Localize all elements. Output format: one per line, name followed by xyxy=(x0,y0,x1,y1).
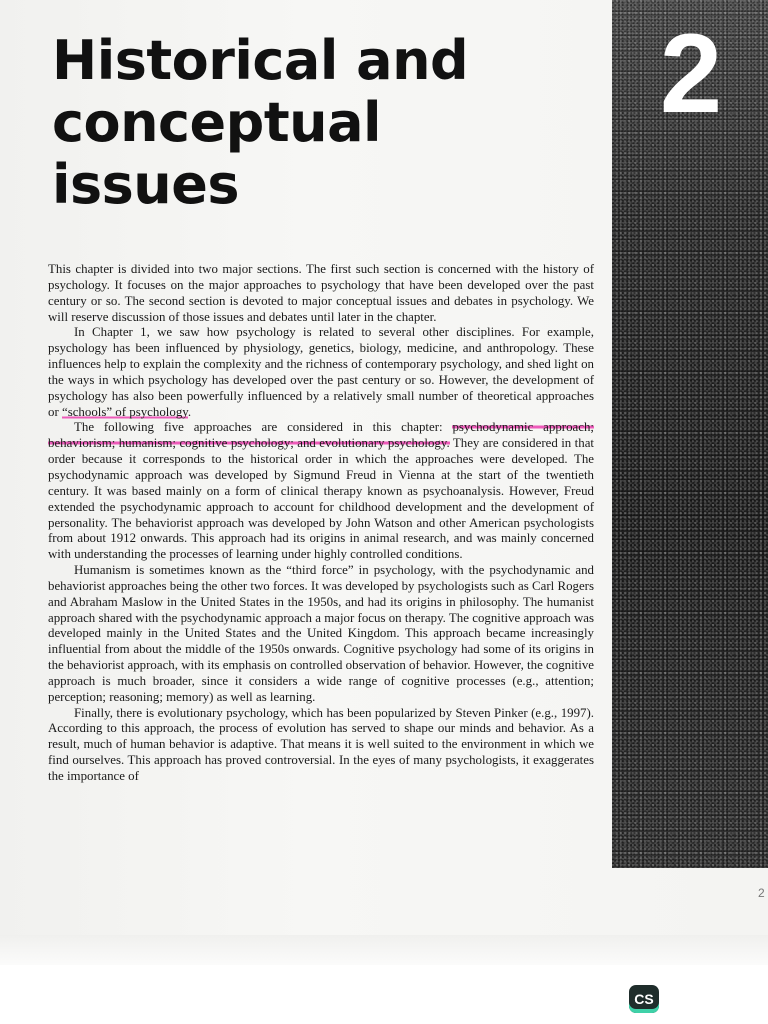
paragraph-2-text-a: In Chapter 1, we saw how psychology is related to several other disciplines. For example, psychology has been influenced by physiology, genetics, biology, medicine, and anthropology. These influences help to explain the complexity and the richness of contemporary psychology, and shed light on the ways in which psychology has developed over the past century or so. However, the development of psychology has also been powerfully influenced by a relatively small number of theoretical approaches or xyxy=(48,325,594,419)
paragraph-3 xyxy=(48,420,594,563)
paragraph-1: This chapter is divided into two major sections. The first such section is concerned with the history of psychology. It focuses on the major approaches to psychology that have been developed over the past century or so. The second section is devoted to major conceptual issues and debates in psychology. We will reserve discussion of those issues and debates until later in the chapter. xyxy=(48,262,594,324)
highlight-schools: “schools” of psychology xyxy=(61,404,188,419)
chapter-title-line-2: conceptual xyxy=(52,91,382,154)
page-edge-glyph: 2 xyxy=(758,886,765,900)
scanner-app-badge: CS xyxy=(629,985,659,1013)
paragraph-4: Humanism is sometimes known as the “third force” in psychology, with the psychodynamic and behaviorist approaches being the other two forces. It was developed by psychologists such as Carl Rogers and Abraham Maslow in the United States in the 1950s, and had its origins in philosophy. The humanist approach shared with the psychodynamic approach a major focus on therapy. The cognitive approach was developed mainly in the United States and the United Kingdom. This approach became increasingly influential from about the middle of the 1950s onwards. Cognitive psychology had some of its origins in the behaviorist approach, with its emphasis on controlled observation of behavior. However, the cognitive approach is much broader, since it considers a wide range of cognitive processes (e.g., attention; perception; reasoning; memory) as well as learning. xyxy=(48,563,594,704)
paragraph-2-text-b: . xyxy=(187,404,192,419)
body-text xyxy=(48,262,594,785)
page-bottom-shadow xyxy=(0,935,768,965)
chapter-title-line-3: issues xyxy=(52,153,240,216)
paragraph-3-text-a: The following five approaches are considered in this chapter: xyxy=(74,420,453,435)
chapter-title-line-1: Historical and xyxy=(52,29,469,92)
paragraph-3-text-b: They are considered in that order because it corresponds to the historical order in which the approaches were developed. The psychodynamic approach was developed by Sigmund Freud in Vienna at the start of the twentieth century. It was based mainly on a form of clinical therapy known as psychoanalysis. However, Freud extended the psychodynamic approach to account for childhood development and the development of personality. The behaviorist approach was developed by John Watson and other American psychologists from about 1912 onwards. This approach had its origins in animal research, and was mainly concerned with understanding the processes of learning under highly controlled conditions. xyxy=(48,436,594,562)
paragraph-5: Finally, there is evolutionary psychology, which has been popularized by Steven Pinker (e.g., 1997). According to this approach, the process of evolution has served to shape our minds and behavior. As a result, much of human behavior is adaptive. That means it is well suited to the environment in which we find ourselves. This approach has proved controversial. In the eyes of many psychologists, it exaggerates the importance of xyxy=(48,705,594,783)
chapter-title xyxy=(52,30,592,216)
highlight-approaches: psychodynamic approach; behaviorism; humanism; cognitive psychology; and evolutionary psychology. xyxy=(48,420,594,451)
paragraph-2 xyxy=(48,325,594,420)
chapter-number: 2 xyxy=(659,11,723,136)
